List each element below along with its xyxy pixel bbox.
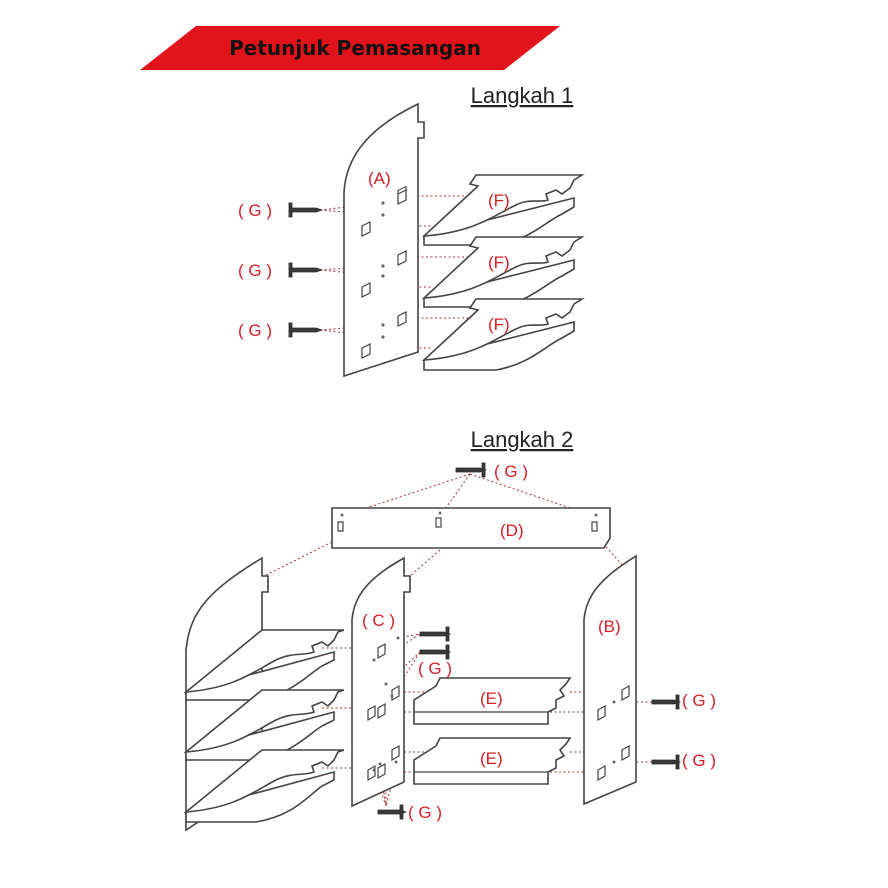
part-f-label-3: (F) <box>488 315 510 334</box>
part-g-label: ( G ) <box>418 659 452 678</box>
step-1-title: Langkah 1 <box>470 83 574 108</box>
step-1-screws <box>238 201 322 340</box>
screw-icon <box>420 627 450 641</box>
part-g-label: ( G ) <box>238 261 272 280</box>
part-a-panel <box>344 104 424 376</box>
part-f-shelf-3 <box>424 299 582 370</box>
part-c-label: ( C ) <box>362 611 396 630</box>
step-1 <box>238 83 582 376</box>
banner-title: Petunjuk Pemasangan <box>229 36 481 60</box>
part-b-label: (B) <box>598 617 621 636</box>
part-c-panel <box>352 558 410 806</box>
part-f-shelf-1 <box>424 175 582 245</box>
part-e-label-2: (E) <box>480 749 503 768</box>
screw-icon <box>652 695 680 709</box>
screw-icon <box>289 323 322 337</box>
banner <box>140 26 560 70</box>
part-a-label: (A) <box>368 169 391 188</box>
step-2 <box>186 427 716 830</box>
part-f-label-1: (F) <box>488 191 510 210</box>
part-e-shelf-1 <box>414 678 570 724</box>
part-g-label: ( G ) <box>682 691 716 710</box>
part-g-label: ( G ) <box>408 803 442 822</box>
step-2-title: Langkah 2 <box>470 427 574 452</box>
part-g-label: ( G ) <box>238 201 272 220</box>
part-f-shelf-2 <box>424 237 582 307</box>
part-g-label: ( G ) <box>682 751 716 770</box>
part-d-label: (D) <box>500 521 524 540</box>
screw-icon <box>420 645 450 659</box>
part-g-label: ( G ) <box>238 321 272 340</box>
part-f-label-2: (F) <box>488 253 510 272</box>
screw-icon <box>289 203 322 217</box>
part-g-label: ( G ) <box>494 462 528 481</box>
part-d-board <box>332 508 610 548</box>
part-a-assembled <box>186 558 344 830</box>
part-b-panel <box>584 556 636 804</box>
screw-icon <box>456 463 486 477</box>
part-e-shelf-2 <box>414 738 570 784</box>
screw-icon <box>289 263 322 277</box>
screw-icon <box>652 755 680 769</box>
part-e-label-1: (E) <box>480 689 503 708</box>
screw-icon <box>378 805 406 819</box>
